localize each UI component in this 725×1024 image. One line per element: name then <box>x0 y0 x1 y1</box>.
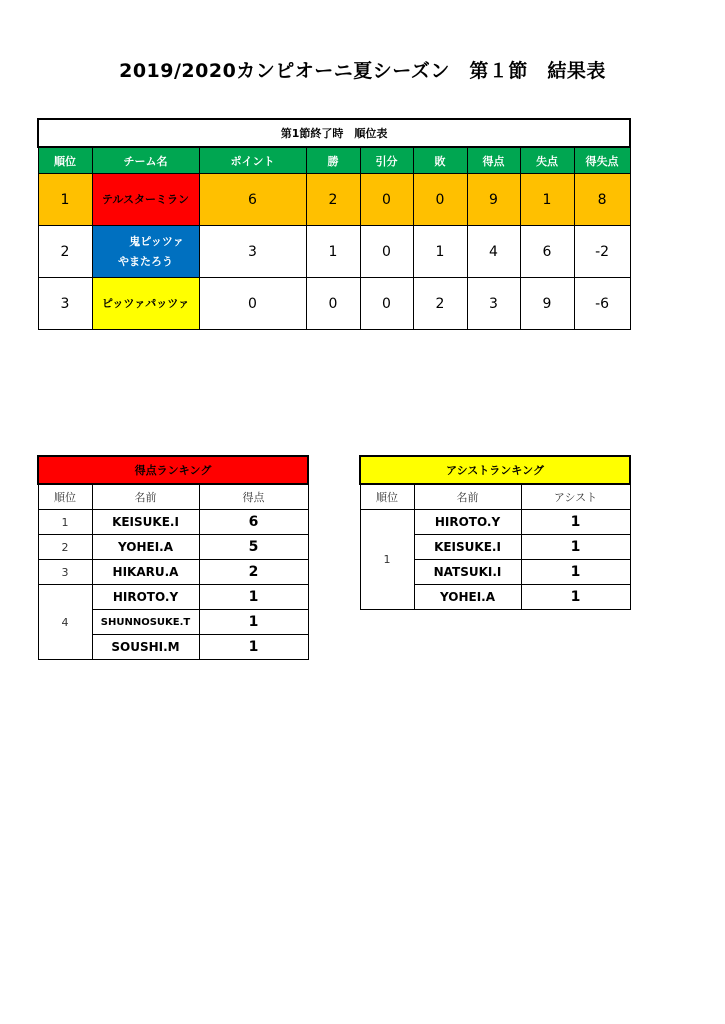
points-cell: 0 <box>199 278 306 330</box>
table-row <box>38 174 630 226</box>
goals-cell: 6 <box>199 510 308 535</box>
player-name-cell: HIKARU.A <box>92 560 199 585</box>
assists-cell: 1 <box>521 560 630 585</box>
column-header-draw: 引分 <box>360 147 413 174</box>
points-cell: 3 <box>199 226 306 278</box>
table-row <box>360 510 630 535</box>
goals-for-cell: 4 <box>467 226 520 278</box>
draw-cell: 0 <box>360 226 413 278</box>
assists-cell: 1 <box>521 535 630 560</box>
player-name-cell: HIROTO.Y <box>92 585 199 610</box>
table-row <box>38 510 308 535</box>
column-header-rank: 順位 <box>38 147 92 174</box>
column-header-name: 名前 <box>414 484 521 510</box>
column-header-points: ポイント <box>199 147 306 174</box>
draw-cell: 0 <box>360 278 413 330</box>
goals-cell: 2 <box>199 560 308 585</box>
column-header-rank: 順位 <box>360 484 414 510</box>
player-name-cell: KEISUKE.I <box>414 535 521 560</box>
win-cell: 2 <box>306 174 360 226</box>
player-name-cell: YOHEI.A <box>92 535 199 560</box>
table-row <box>38 560 308 585</box>
rank-cell: 3 <box>38 278 92 330</box>
rank-cell: 1 <box>38 510 92 535</box>
rank-cell: 2 <box>38 226 92 278</box>
goals-against-cell: 6 <box>520 226 574 278</box>
win-cell: 1 <box>306 226 360 278</box>
rank-cell: 1 <box>360 510 414 610</box>
column-header-assists: アシスト <box>521 484 630 510</box>
standings-table <box>37 118 631 330</box>
assists-ranking-table <box>359 455 631 610</box>
goals-against-cell: 1 <box>520 174 574 226</box>
player-name-cell: SHUNNOSUKE.T <box>92 610 199 635</box>
goals-cell: 1 <box>199 635 308 660</box>
standings-caption: 第1節終了時 順位表 <box>38 119 630 147</box>
column-header-goals: 得点 <box>199 484 308 510</box>
goal-difference-cell: -6 <box>574 278 630 330</box>
table-row <box>38 535 308 560</box>
assists-cell: 1 <box>521 510 630 535</box>
table-row <box>38 226 630 278</box>
rank-cell: 4 <box>38 585 92 660</box>
column-header-team: チーム名 <box>92 147 199 174</box>
assists-caption: アシストランキング <box>360 456 630 484</box>
rank-cell: 1 <box>38 174 92 226</box>
loss-cell: 1 <box>413 226 467 278</box>
column-header-goals-against: 失点 <box>520 147 574 174</box>
rank-cell: 3 <box>38 560 92 585</box>
team-name-cell: テルスターミラン <box>92 174 199 226</box>
column-header-loss: 敗 <box>413 147 467 174</box>
column-header-name: 名前 <box>92 484 199 510</box>
player-name-cell: KEISUKE.I <box>92 510 199 535</box>
player-name-cell: HIROTO.Y <box>414 510 521 535</box>
table-row <box>38 585 308 610</box>
column-header-rank: 順位 <box>38 484 92 510</box>
scorers-caption: 得点ランキング <box>38 456 308 484</box>
scorers-ranking-table <box>37 455 309 660</box>
team-name-cell: ピッツァパッツァ <box>92 278 199 330</box>
player-name-cell: SOUSHI.M <box>92 635 199 660</box>
team-name-line2: やまたろう <box>118 254 173 268</box>
page-title: 2019/2020カンピオーニ夏シーズン 第１節 結果表 <box>119 60 606 82</box>
goal-difference-cell: -2 <box>574 226 630 278</box>
column-header-goal-difference: 得失点 <box>574 147 630 174</box>
loss-cell: 2 <box>413 278 467 330</box>
goals-cell: 1 <box>199 610 308 635</box>
goals-cell: 5 <box>199 535 308 560</box>
assists-cell: 1 <box>521 585 630 610</box>
scorers-header-row <box>38 484 308 510</box>
win-cell: 0 <box>306 278 360 330</box>
player-name-cell: NATSUKI.I <box>414 560 521 585</box>
draw-cell: 0 <box>360 174 413 226</box>
goals-cell: 1 <box>199 585 308 610</box>
column-header-win: 勝 <box>306 147 360 174</box>
standings-header-row <box>38 147 630 174</box>
assists-header-row <box>360 484 630 510</box>
goals-for-cell: 9 <box>467 174 520 226</box>
table-row <box>38 278 630 330</box>
goals-for-cell: 3 <box>467 278 520 330</box>
goals-against-cell: 9 <box>520 278 574 330</box>
column-header-goals-for: 得点 <box>467 147 520 174</box>
goal-difference-cell: 8 <box>574 174 630 226</box>
team-name-cell <box>92 226 199 278</box>
player-name-cell: YOHEI.A <box>414 585 521 610</box>
team-name-line1: 鬼ピッツァ <box>129 234 184 248</box>
rank-cell: 2 <box>38 535 92 560</box>
loss-cell: 0 <box>413 174 467 226</box>
points-cell: 6 <box>199 174 306 226</box>
